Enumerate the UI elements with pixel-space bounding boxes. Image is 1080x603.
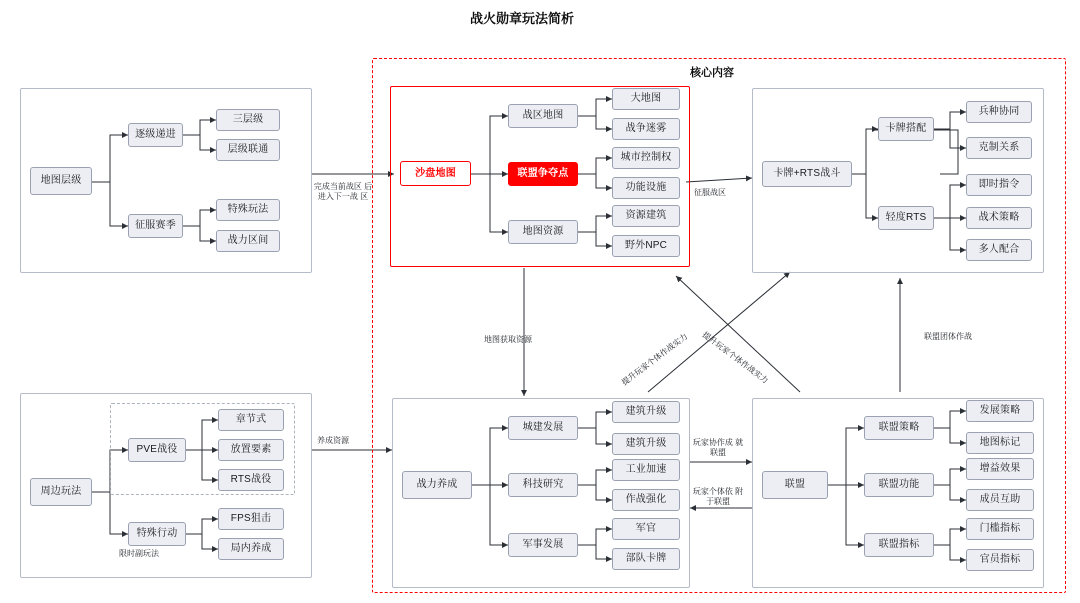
node-pve-campaign[interactable]: PVE战役 [128, 438, 186, 462]
node-map-marker[interactable]: 地图标记 [966, 432, 1034, 454]
node-city-development[interactable]: 城建发展 [508, 416, 578, 440]
node-in-match-growth[interactable]: 局内养成 [218, 538, 284, 560]
node-big-map[interactable]: 大地图 [612, 88, 680, 110]
node-fps-sniper[interactable]: FPS狙击 [218, 508, 284, 530]
node-layer-connection[interactable]: 层级联通 [216, 139, 280, 161]
node-resource-building[interactable]: 资源建筑 [612, 205, 680, 227]
node-buff-effect[interactable]: 增益效果 [966, 458, 1034, 480]
node-alliance-contest-point[interactable]: 联盟争夺点 [508, 162, 578, 186]
node-industry-accelerate[interactable]: 工业加速 [612, 459, 680, 481]
edge-label-alliance-to-growth: 玩家个体依 附于联盟 [692, 487, 744, 507]
node-conquest-season[interactable]: 征服赛季 [128, 214, 183, 238]
node-tactical-strategy[interactable]: 战术策略 [966, 207, 1032, 229]
node-building-upgrade-1[interactable]: 建筑升级 [612, 401, 680, 423]
node-special-operation[interactable]: 特殊行动 [128, 522, 186, 546]
node-building-upgrade-2[interactable]: 建筑升级 [612, 433, 680, 455]
node-tech-research[interactable]: 科技研究 [508, 473, 578, 497]
node-city-control[interactable]: 城市控制权 [612, 147, 680, 169]
node-map-resources[interactable]: 地图资源 [508, 220, 578, 244]
node-officer[interactable]: 军官 [612, 518, 680, 540]
node-side-play-root[interactable]: 周边玩法 [30, 478, 92, 506]
node-battle-zone-map[interactable]: 战区地图 [508, 104, 578, 128]
node-three-layers[interactable]: 三层级 [216, 109, 280, 131]
node-unit-synergy[interactable]: 兵种协同 [966, 101, 1032, 123]
edge-label-growth-to-alliance: 玩家协作成 就联盟 [692, 438, 744, 458]
node-member-assist[interactable]: 成员互助 [966, 489, 1034, 511]
node-multiplayer-coop[interactable]: 多人配合 [966, 239, 1032, 261]
node-alliance-metrics[interactable]: 联盟指标 [864, 533, 934, 557]
node-threshold-metric[interactable]: 门槛指标 [966, 518, 1034, 540]
edge-label-sandbox-to-growth: 地图获取资源 [484, 335, 532, 344]
node-card-composition[interactable]: 卡牌搭配 [878, 117, 934, 141]
node-card-rts-combat-root[interactable]: 卡牌+RTS战斗 [762, 161, 852, 187]
edge-label-side-to-growth: 养成资源 [317, 436, 349, 445]
node-troop-card[interactable]: 部队卡牌 [612, 548, 680, 570]
edge-label-tier-to-sandbox: 完成当前战区 后进入下一战 区 [313, 182, 373, 202]
node-alliance-strategy[interactable]: 联盟策略 [864, 416, 934, 440]
node-alliance-function[interactable]: 联盟功能 [864, 473, 934, 497]
node-wild-npc[interactable]: 野外NPC [612, 235, 680, 257]
node-development-strategy[interactable]: 发展策略 [966, 400, 1034, 422]
node-officer-metric[interactable]: 官员指标 [966, 549, 1034, 571]
node-functional-facility[interactable]: 功能设施 [612, 177, 680, 199]
node-sandbox-map-root[interactable]: 沙盘地图 [400, 161, 471, 186]
node-map-tier-root[interactable]: 地图层级 [30, 167, 92, 195]
node-alliance-root[interactable]: 联盟 [762, 471, 828, 499]
node-chapter-style[interactable]: 章节式 [218, 409, 284, 431]
node-power-range[interactable]: 战力区间 [216, 230, 280, 252]
node-progressive-levels[interactable]: 逐级递进 [128, 123, 183, 147]
edge-label-growth-to-combat: 提升玩家个体作战实力 [620, 331, 690, 388]
node-light-rts[interactable]: 轻度RTS [878, 206, 934, 230]
limited-time-mode-note: 限时副玩法 [119, 549, 159, 558]
node-counter-relation[interactable]: 克制关系 [966, 137, 1032, 159]
node-special-gameplay[interactable]: 特殊玩法 [216, 199, 280, 221]
node-idle-elements[interactable]: 放置要素 [218, 439, 284, 461]
page-title: 战火勋章玩法简析 [470, 11, 575, 26]
edge-label-alliance-to-sandbox: 提升玩家个体作战实力 [700, 330, 770, 386]
node-military-development[interactable]: 军事发展 [508, 533, 578, 557]
core-content-label: 核心内容 [690, 67, 734, 79]
node-combat-enhance[interactable]: 作战强化 [612, 489, 680, 511]
edge-label-alliance-team-battle: 联盟团体作战 [924, 332, 972, 341]
node-power-growth-root[interactable]: 战力养成 [402, 471, 472, 499]
node-fog-of-war[interactable]: 战争迷雾 [612, 118, 680, 140]
node-realtime-command[interactable]: 即时指令 [966, 174, 1032, 196]
edge-label-sandbox-to-combat: 征服战区 [694, 188, 726, 197]
node-rts-campaign[interactable]: RTS战役 [218, 469, 284, 491]
